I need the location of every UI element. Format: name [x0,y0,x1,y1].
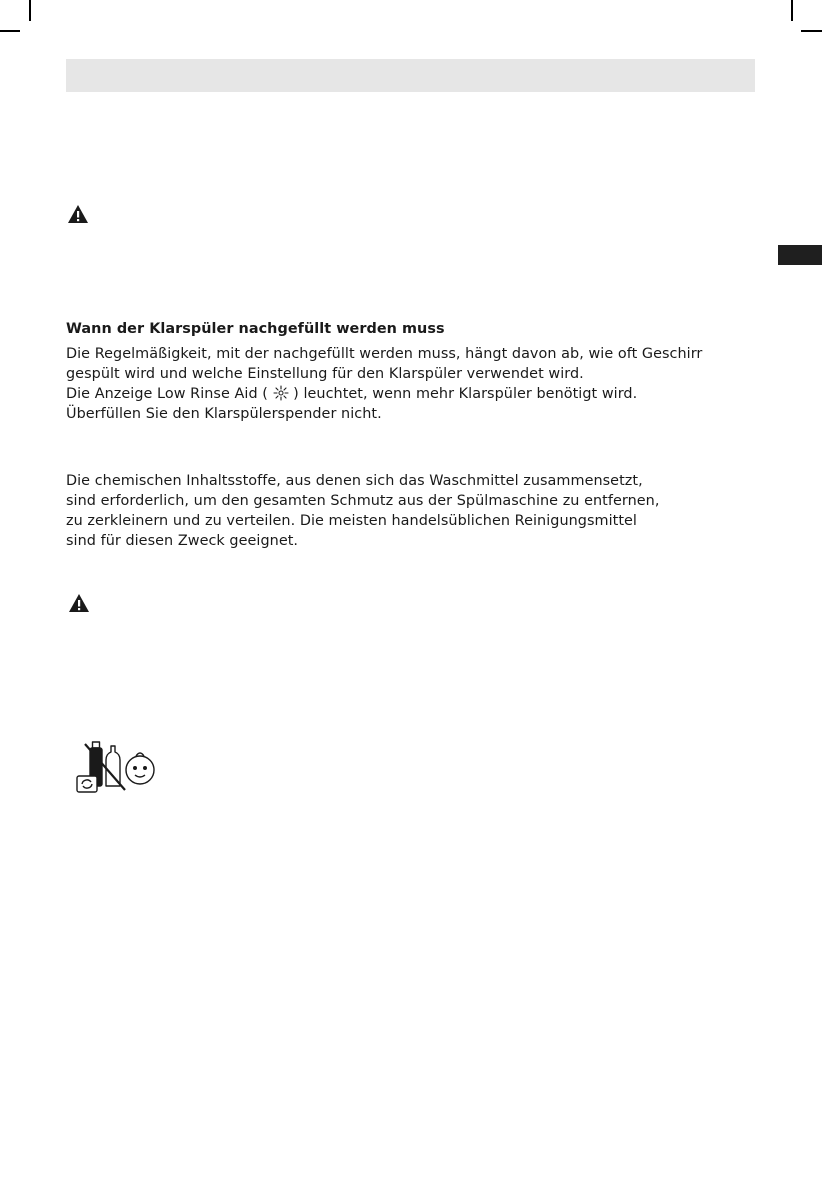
crop-mark [29,0,31,21]
warning-triangle-icon [67,204,89,224]
text-line: zu zerkleinern und zu verteilen. Die meisten handelsüblichen Reinigungsmittel [66,513,637,529]
crop-mark [801,30,822,32]
text-line: Die Regelmäßigkeit, mit der nachgefüllt werden muss, hängt davon ab, wie oft Geschirr [66,346,703,362]
section-heading: Wann der Klarspüler nachgefüllt werden muss [66,321,445,337]
text-line: gespült wird und welche Einstellung für den Klarspüler verwendet wird. [66,366,584,382]
text-line: Die chemischen Inhaltsstoffe, aus denen sich das Waschmittel zusammensetzt, [66,473,643,489]
sparkle-icon [273,385,289,401]
rinse-aid-paragraph [66,344,702,424]
text-fragment: Die Anzeige Low Rinse Aid ( [66,386,273,402]
language-tab [778,245,822,265]
text-line: sind für diesen Zweck geeignet. [66,533,299,549]
text-line: sind erforderlich, um den gesamten Schmutz aus der Spülmaschine zu entfernen, [66,493,660,509]
warning-triangle-icon [68,593,90,613]
section-header-bar [66,59,755,92]
text-fragment: ) leuchtet, wenn mehr Klarspüler benötigt wird. [288,386,638,402]
text-line: Überfüllen Sie den Klarspülerspender nicht. [66,406,382,422]
text-line [66,384,702,404]
detergent-paragraph [66,471,659,551]
crop-mark [0,30,20,32]
crop-mark [791,0,793,21]
keep-away-from-children-icon [73,740,159,794]
